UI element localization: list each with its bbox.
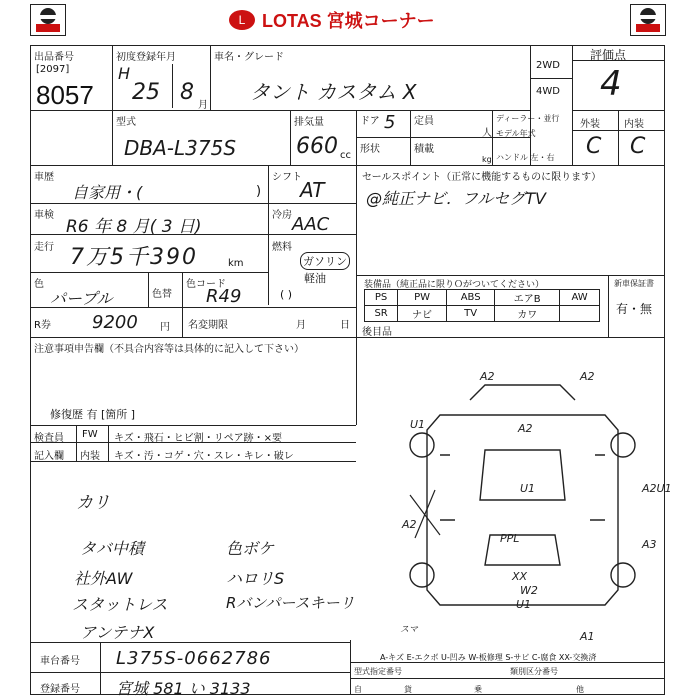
name-change-day: 日: [340, 320, 350, 331]
wheel-rear-left: [410, 563, 434, 587]
mark-ppl: PPL: [500, 532, 520, 545]
shift-label: シフト: [272, 172, 302, 183]
name-change-month: 月: [296, 320, 306, 331]
rear-seat-label: 後目品: [362, 327, 392, 338]
use-private: 自: [354, 685, 362, 694]
logo-text: LOTAS 宮城コーナー: [262, 11, 435, 31]
remark-3: 色ボケ: [226, 539, 275, 558]
equip-airbag: エアB: [495, 290, 560, 306]
load-unit: kg: [482, 155, 492, 164]
month-unit: 月: [198, 100, 208, 111]
color-value: パープル: [50, 289, 113, 308]
equipment-label: 装備品（純正品に限りＯがついてください）: [364, 280, 545, 290]
int-label: 内装: [624, 119, 644, 130]
score-value: 4: [600, 64, 622, 104]
dealer-label: ディーラー・並行: [496, 114, 560, 123]
mark-a2-front-right: A2: [580, 370, 595, 383]
ext-label: 外装: [580, 119, 600, 130]
capacity-label: 定員: [414, 116, 434, 127]
remark-6: スタットレス: [72, 595, 168, 614]
model-year-label: モデル年式: [496, 129, 536, 138]
racer-icon: [31, 5, 65, 35]
cooler-label: 冷房: [272, 210, 292, 221]
remark-1: カリ: [76, 493, 110, 513]
new-warranty-label: 新車保証書: [614, 279, 654, 288]
capacity-unit: 人: [482, 128, 492, 139]
fuel-gasoline: ガソリン: [300, 252, 350, 270]
remark-5: ハロリS: [226, 569, 285, 588]
int-value: C: [630, 134, 646, 159]
mileage-unit: km: [228, 258, 244, 269]
use-other: 他: [576, 685, 584, 694]
car-name: タント カスタム X: [250, 80, 417, 104]
fw-items: キズ・飛石・ヒビ割・リペア跡・×要: [114, 433, 282, 444]
lot-label: 出品番号: [34, 52, 74, 63]
displacement-unit: cc: [340, 150, 351, 161]
recycle-label: R券: [34, 320, 51, 331]
drive-4wd: 4WD: [536, 86, 560, 97]
racer-icon: [631, 5, 665, 35]
first-reg-year: 25: [132, 80, 160, 105]
mark-u1-rear: U1: [516, 598, 532, 611]
mark-a2-hood: A2: [518, 422, 533, 435]
use-passenger: 乗: [474, 685, 482, 694]
reg-value: 宮城 581 い 3133: [116, 679, 251, 698]
shape-label: 形状: [360, 144, 380, 155]
color-code-value: R49: [206, 286, 242, 307]
color-label: 色: [34, 279, 44, 290]
ext-value: C: [586, 134, 602, 159]
chassis-label: 車台番号: [40, 656, 80, 667]
wheel-rear-right: [611, 563, 635, 587]
inspection-label: 車検: [34, 210, 54, 221]
fuel-label: 燃料: [272, 242, 292, 253]
reg-label: 登録番号: [40, 684, 80, 695]
new-warranty-value: 有・無: [616, 302, 653, 316]
shift-value: AT: [300, 178, 325, 202]
handle-label: ハンドル 左・右: [496, 153, 555, 162]
model-value: DBA-L375S: [124, 136, 237, 160]
mark-a3-right: A3: [642, 538, 657, 551]
lot-sub-code: [2097]: [36, 64, 70, 75]
equip-leather: カワ: [495, 306, 560, 322]
equip-abs: ABS: [446, 290, 494, 306]
entry-label: 記入欄: [34, 451, 64, 462]
mascot-left: [30, 4, 66, 36]
equip-tv: TV: [446, 306, 494, 322]
side-line-right: [590, 455, 605, 520]
mark-u1-left: U1: [410, 418, 426, 431]
remark-4: 社外AW: [74, 569, 133, 588]
mark-xx: XX: [512, 570, 528, 583]
color-change-label: 色替: [152, 289, 172, 300]
wheel-front-left: [410, 433, 434, 457]
mark-a2-left-door: A2: [402, 518, 417, 531]
remark-8: アンテナX: [80, 623, 155, 642]
first-reg-month: 8: [180, 80, 194, 105]
car-outline-front: [470, 385, 575, 400]
displacement-label: 排気量: [294, 117, 324, 128]
use-freight: 貨: [404, 685, 412, 694]
drive-2wd: 2WD: [536, 60, 560, 71]
recycle-value: 9200: [92, 312, 138, 333]
equip-aw: AW: [560, 290, 600, 306]
damage-legend: A-キズ E-エクボ U-凹み W-板修理 S-サビ C-腐食 XX-交換済: [380, 653, 597, 662]
inspection-value: R6 年 8 月( 3 日): [66, 217, 202, 237]
name-label: 車名・グレード: [214, 52, 284, 63]
lot-number: 8057: [36, 80, 94, 110]
lotas-logo-icon: [228, 9, 256, 31]
car-damage-diagram: [380, 360, 672, 650]
history-value: 自家用・(: [72, 183, 143, 202]
mileage-value: 7万5千390: [70, 245, 198, 270]
score-label: 評価点: [590, 48, 627, 62]
fuel-diesel: 軽油: [304, 272, 326, 285]
history-label: 車歴: [34, 172, 54, 183]
equipment-grid: [364, 289, 600, 322]
notes-label: 注意事項申告欄（不具合内容等は具体的に記入して下さい）: [34, 344, 304, 355]
mark-a1-rear: A1: [580, 630, 595, 643]
doors-label: ドア: [360, 116, 380, 127]
color-code-label: 色コード: [186, 279, 226, 290]
fw-label: FW: [82, 429, 98, 440]
inspector-label: 検査員: [34, 433, 64, 444]
diagram-caption: スマ: [400, 625, 418, 635]
mark-w2: W2: [520, 584, 538, 597]
side-line-left: [440, 455, 455, 520]
recycle-unit: 円: [160, 322, 170, 333]
logo: [228, 7, 435, 33]
chassis-value: L375S-0662786: [116, 648, 272, 669]
model-label: 型式: [116, 117, 136, 128]
category-label: 類別区分番号: [510, 667, 558, 676]
first-reg-label: 初度登録年月: [116, 52, 176, 63]
repair-history: 修復歴 有 [箇所 ]: [50, 408, 136, 421]
mark-a2-front-left: A2: [480, 370, 495, 383]
displacement-value: 660: [296, 134, 338, 159]
remark-7: Rバンパースキーリ: [226, 594, 355, 612]
equip-pw: PW: [398, 290, 447, 306]
mark-u1-roof: U1: [520, 482, 536, 495]
first-reg-era: H: [118, 64, 131, 83]
interior-label: 内装: [80, 451, 100, 462]
doors-value: 5: [384, 112, 396, 133]
equip-sr: SR: [365, 306, 398, 322]
car-rear-window: [485, 535, 560, 565]
cooler-value: AAC: [292, 214, 330, 235]
equip-blank: [560, 306, 600, 322]
interior-items: キズ・汚・コゲ・穴・スレ・キレ・破レ: [114, 451, 294, 462]
sales-point-value: @純正ナビ．フルセグTV: [366, 189, 546, 208]
load-label: 積載: [414, 144, 434, 155]
equip-ps: PS: [365, 290, 398, 306]
type-designation-label: 型式指定番号: [354, 667, 402, 676]
mascot-right: [630, 4, 666, 36]
wheel-front-right: [611, 433, 635, 457]
fuel-paren: ( ): [280, 288, 293, 301]
sales-point-label: セールスポイント（正常に機能するものに限ります）: [362, 172, 602, 183]
history-close: ): [256, 184, 262, 199]
equip-navi: ナビ: [398, 306, 447, 322]
svg-text:L: L: [238, 13, 246, 27]
mark-a2u1-right: A2U1: [642, 482, 672, 495]
mileage-label: 走行: [34, 242, 54, 253]
name-change-label: 名変期限: [188, 320, 228, 331]
remark-2: タバ中積: [80, 539, 144, 558]
